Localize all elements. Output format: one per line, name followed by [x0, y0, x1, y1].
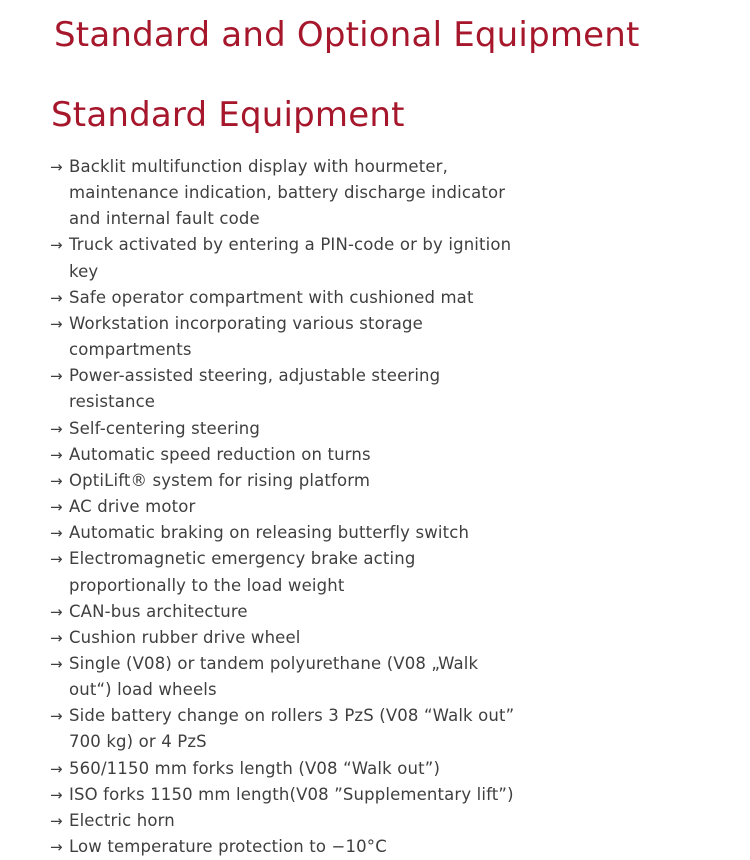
- right-arrow-icon: →: [50, 759, 63, 778]
- list-item-text: Truck activated by entering a PIN-code or by ignition key: [69, 235, 512, 281]
- list-item-text: Workstation incorporating various storage compartments: [69, 313, 423, 360]
- list-item: [50, 285, 520, 311]
- list-item: [50, 154, 520, 232]
- list-item: [50, 363, 520, 415]
- list-item-text: Side battery change on rollers 3 PzS (V08 “Walk out” 700 kg) or 4 PzS: [69, 706, 515, 752]
- list-item-text: Self-centering steering: [69, 418, 261, 438]
- list-item: [50, 232, 520, 284]
- list-item-text: Automatic braking on releasing butterfly switch: [69, 523, 470, 543]
- right-arrow-icon: →: [50, 707, 63, 726]
- right-arrow-icon: →: [50, 236, 63, 255]
- list-item-text: Safe operator compartment with cushioned mat: [69, 287, 474, 307]
- list-item-text: Electric horn: [69, 810, 175, 830]
- list-item: [50, 651, 520, 703]
- list-item-text: Cushion rubber drive wheel: [69, 627, 301, 647]
- right-arrow-icon: →: [50, 445, 63, 464]
- right-arrow-icon: →: [50, 471, 63, 490]
- right-arrow-icon: →: [50, 524, 63, 543]
- right-arrow-icon: →: [50, 550, 63, 569]
- list-item: [50, 756, 520, 782]
- section-heading-standard-equipment: Standard Equipment: [51, 95, 405, 135]
- list-item: [50, 494, 520, 520]
- list-item: [50, 808, 520, 834]
- page-title: Standard and Optional Equipment: [54, 15, 640, 55]
- right-arrow-icon: →: [50, 314, 63, 333]
- right-arrow-icon: →: [50, 367, 63, 386]
- right-arrow-icon: →: [50, 628, 63, 647]
- list-item-text: Low temperature protection to −10°C: [69, 837, 387, 857]
- list-item: [50, 442, 520, 468]
- right-arrow-icon: →: [50, 602, 63, 621]
- list-item-text: Backlit multifunction display with hourmeter, maintenance indication, battery discharge indicator and internal fault code: [69, 157, 506, 229]
- list-item: [50, 834, 520, 860]
- right-arrow-icon: →: [50, 288, 63, 307]
- list-item-text: Power-assisted steering, adjustable steering resistance: [69, 366, 441, 412]
- list-item: [50, 416, 520, 442]
- list-item-text: AC drive motor: [69, 497, 196, 517]
- list-item: [50, 520, 520, 546]
- list-item-text: 560/1150 mm forks length (V08 “Walk out”): [69, 758, 441, 778]
- list-item: [50, 599, 520, 625]
- list-item: [50, 703, 520, 755]
- right-arrow-icon: →: [50, 158, 63, 176]
- right-arrow-icon: →: [50, 811, 63, 830]
- list-item-text: ISO forks 1150 mm length(V08 ”Supplementary lift”): [69, 784, 514, 804]
- list-item-text: Single (V08) or tandem polyurethane (V08 „Walk out“) load wheels: [69, 653, 479, 700]
- standard-equipment-list: [50, 154, 520, 860]
- list-item: [50, 625, 520, 651]
- right-arrow-icon: →: [50, 785, 63, 804]
- list-item-text: Electromagnetic emergency brake acting proportionally to the load weight: [69, 549, 416, 595]
- list-item: [50, 546, 520, 598]
- list-item-text: CAN-bus architecture: [69, 601, 248, 621]
- list-item: [50, 311, 520, 363]
- right-arrow-icon: →: [50, 654, 63, 673]
- list-item-text: Automatic speed reduction on turns: [69, 444, 371, 464]
- right-arrow-icon: →: [50, 419, 63, 438]
- list-item-text: OptiLift® system for rising platform: [69, 470, 371, 490]
- right-arrow-icon: →: [50, 498, 63, 517]
- right-arrow-icon: →: [50, 838, 63, 857]
- list-item: [50, 468, 520, 494]
